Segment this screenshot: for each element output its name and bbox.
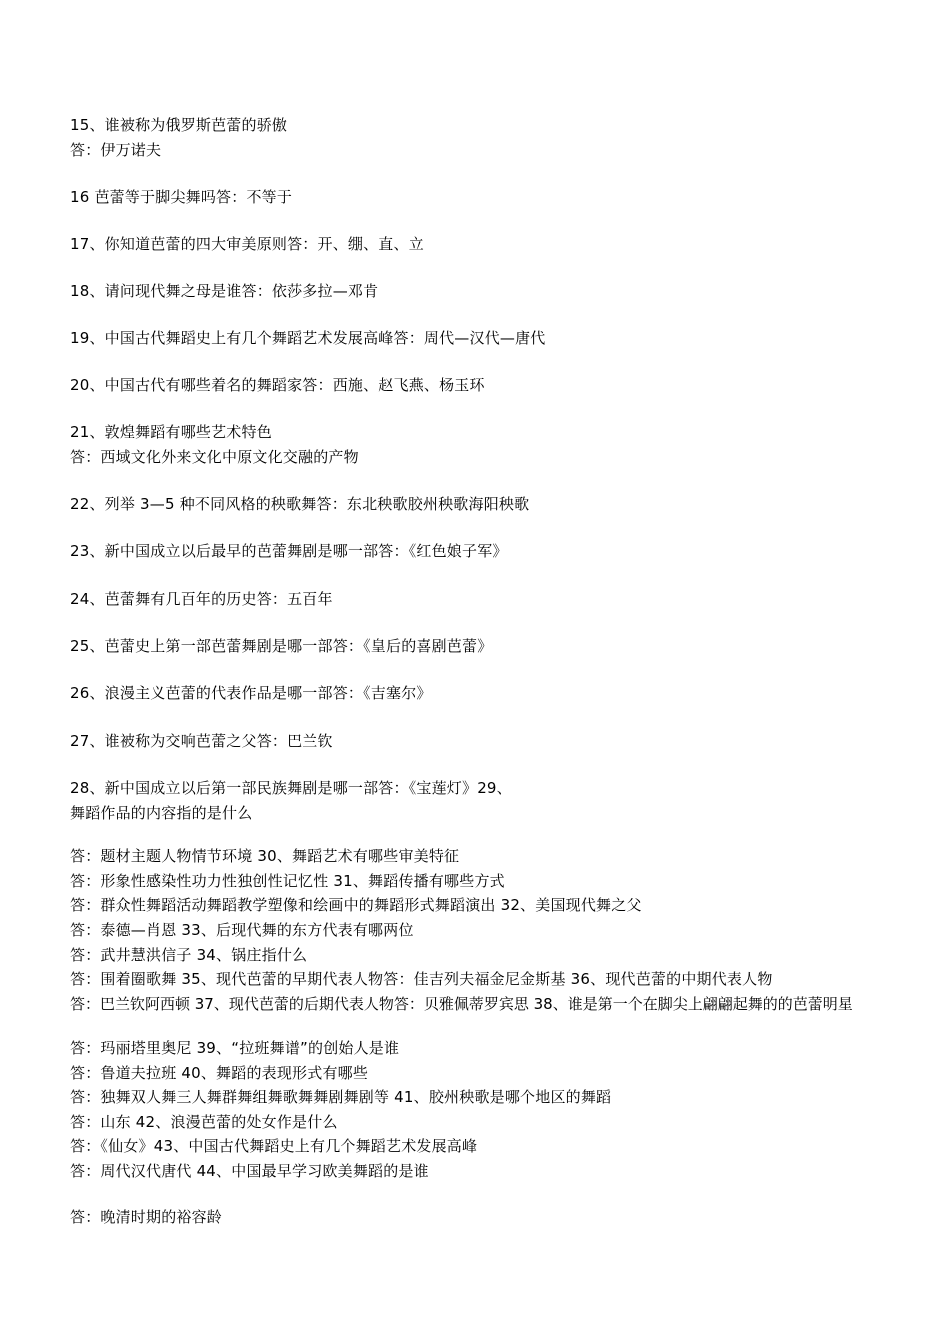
qa-17: 17、你知道芭蕾的四大审美原则答：开、绷、直、立 [70,235,424,253]
question-21: 21、敦煌舞蹈有哪些艺术特色 [70,423,272,441]
answer-32: 答：泰德—肖恩 33、后现代舞的东方代表有哪两位 [70,921,414,939]
answer-38: 答：玛丽塔里奥尼 39、“拉班舞谱”的创始人是谁 [70,1039,400,1057]
qa-22: 22、列举 3—5 种不同风格的秧歌舞答：东北秧歌胶州秧歌海阳秧歌 [70,495,530,513]
qa-26: 26、浪漫主义芭蕾的代表作品是哪一部答：《吉塞尔》 [70,684,432,702]
qa-25: 25、芭蕾史上第一部芭蕾舞剧是哪一部答：《皇后的喜剧芭蕾》 [70,637,493,655]
question-15: 15、谁被称为俄罗斯芭蕾的骄傲 [70,116,288,134]
answer-43: 答：周代汉代唐代 44、中国最早学习欧美舞蹈的是谁 [70,1162,429,1180]
question-29: 舞蹈作品的内容指的是什么 [70,804,253,822]
qa-16: 16 芭蕾等于脚尖舞吗答：不等于 [70,188,293,206]
answer-44: 答：晚清时期的裕容龄 [70,1208,223,1226]
qa-27: 27、谁被称为交响芭蕾之父答：巴兰钦 [70,732,333,750]
answer-30: 答：形象性感染性功力性独创性记忆性 31、舞蹈传播有哪些方式 [70,872,505,890]
qa-23: 23、新中国成立以后最早的芭蕾舞剧是哪一部答：《红色娘子军》 [70,542,508,560]
qa-18: 18、请问现代舞之母是谁答：依莎多拉—邓肯 [70,282,379,300]
answer-36: 答：巴兰钦阿西顿 37、现代芭蕾的后期代表人物答：贝雅佩蒂罗宾思 38、谁是第一个在脚尖上翩翩起舞的的芭蕾明星 [70,995,853,1013]
answer-40: 答：独舞双人舞三人舞群舞组舞歌舞舞剧舞剧等 41、胶州秧歌是哪个地区的舞蹈 [70,1088,612,1106]
answer-41: 答：山东 42、浪漫芭蕾的处女作是什么 [70,1113,338,1131]
answer-21: 答：西域文化外来文化中原文化交融的产物 [70,448,359,466]
qa-19: 19、中国古代舞蹈史上有几个舞蹈艺术发展高峰答：周代—汉代—唐代 [70,329,546,347]
answer-15: 答：伊万诺夫 [70,141,162,159]
answer-29: 答：题材主题人物情节环境 30、舞蹈艺术有哪些审美特征 [70,847,460,865]
answer-39: 答：鲁道夫拉班 40、舞蹈的表现形式有哪些 [70,1064,369,1082]
qa-20: 20、中国古代有哪些着名的舞蹈家答：西施、赵飞燕、杨玉环 [70,376,485,394]
qa-28: 28、新中国成立以后第一部民族舞剧是哪一部答：《宝莲灯》29、 [70,779,512,797]
qa-24: 24、芭蕾舞有几百年的历史答：五百年 [70,590,333,608]
answer-33: 答：武井慧洪信子 34、锅庄指什么 [70,946,308,964]
answer-42: 答：《仙女》43、中国古代舞蹈史上有几个舞蹈艺术发展高峰 [70,1137,478,1155]
answer-34: 答：围着圈歌舞 35、现代芭蕾的早期代表人物答：佳吉列夫福金尼金斯基 36、现代芭蕾的中期代表人物 [70,970,773,988]
answer-31: 答：群众性舞蹈活动舞蹈教学塑像和绘画中的舞蹈形式舞蹈演出 32、美国现代舞之父 [70,896,642,914]
